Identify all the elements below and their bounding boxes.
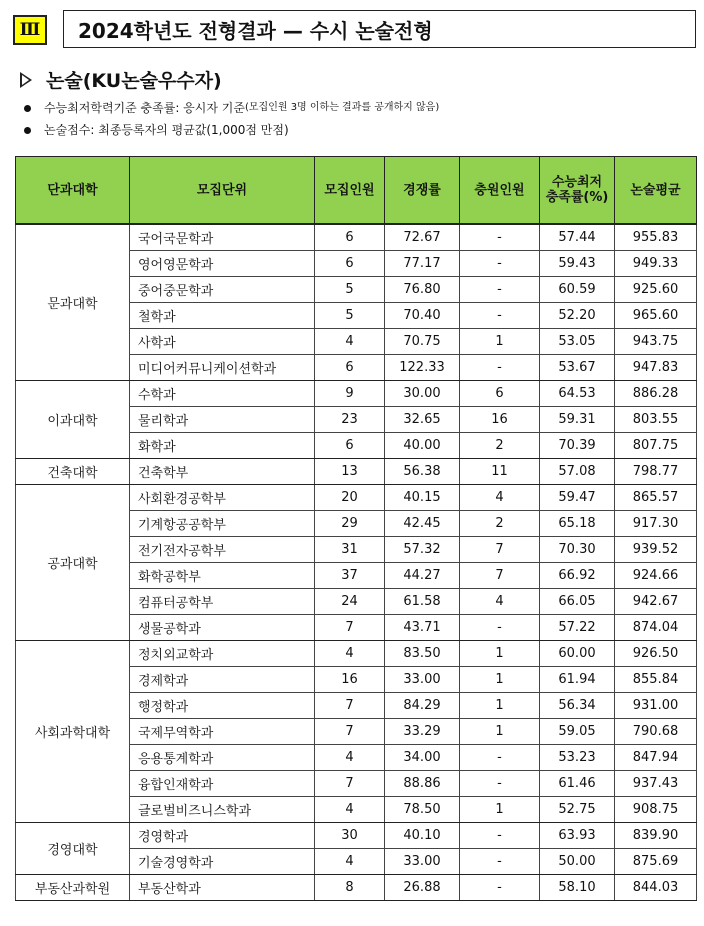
ratio-cell: 122.33 — [385, 355, 460, 381]
unit-cell: 건축학부 — [130, 459, 315, 485]
col-header-extra: 충원인원 — [460, 157, 540, 225]
min-rate-cell: 63.93 — [540, 823, 615, 849]
extra-cell: - — [460, 745, 540, 771]
essay-avg-cell: 925.60 — [615, 277, 697, 303]
ratio-cell: 34.00 — [385, 745, 460, 771]
quota-cell: 5 — [315, 303, 385, 329]
col-header-min-rate: 수능최저 충족률(%) — [540, 157, 615, 225]
bullet-dot-icon — [24, 127, 31, 134]
unit-cell: 국제무역학과 — [130, 719, 315, 745]
ratio-cell: 88.86 — [385, 771, 460, 797]
section-header — [13, 10, 696, 48]
min-rate-cell: 56.34 — [540, 693, 615, 719]
essay-avg-cell: 965.60 — [615, 303, 697, 329]
table-row — [16, 224, 697, 251]
unit-cell: 중어중문학과 — [130, 277, 315, 303]
college-cell: 건축대학 — [16, 459, 130, 485]
min-rate-cell: 70.39 — [540, 433, 615, 459]
ratio-cell: 30.00 — [385, 381, 460, 407]
essay-avg-cell: 865.57 — [615, 485, 697, 511]
bullet-dot-icon — [24, 105, 31, 112]
quota-cell: 13 — [315, 459, 385, 485]
min-rate-cell: 52.20 — [540, 303, 615, 329]
unit-cell: 경영학과 — [130, 823, 315, 849]
col-header-essay: 논술평균 — [615, 157, 697, 225]
ratio-cell: 56.38 — [385, 459, 460, 485]
unit-cell: 수학과 — [130, 381, 315, 407]
extra-cell: 1 — [460, 797, 540, 823]
quota-cell: 4 — [315, 849, 385, 875]
min-rate-cell: 60.00 — [540, 641, 615, 667]
table-row — [16, 459, 697, 485]
table-row — [16, 485, 697, 511]
unit-cell: 물리학과 — [130, 407, 315, 433]
unit-cell: 사회환경공학부 — [130, 485, 315, 511]
unit-cell: 행정학과 — [130, 693, 315, 719]
quota-cell: 7 — [315, 719, 385, 745]
col-header-quota: 모집인원 — [315, 157, 385, 225]
quota-cell: 29 — [315, 511, 385, 537]
essay-avg-cell: 939.52 — [615, 537, 697, 563]
min-rate-cell: 61.46 — [540, 771, 615, 797]
quota-cell: 8 — [315, 875, 385, 901]
quota-cell: 20 — [315, 485, 385, 511]
ratio-cell: 33.29 — [385, 719, 460, 745]
table-body — [16, 224, 697, 901]
essay-avg-cell: 807.75 — [615, 433, 697, 459]
quota-cell: 37 — [315, 563, 385, 589]
quota-cell: 7 — [315, 693, 385, 719]
extra-cell: 4 — [460, 589, 540, 615]
min-rate-cell: 60.59 — [540, 277, 615, 303]
table-row — [16, 875, 697, 901]
ratio-cell: 40.00 — [385, 433, 460, 459]
quota-cell: 30 — [315, 823, 385, 849]
essay-avg-cell: 886.28 — [615, 381, 697, 407]
table-row — [16, 823, 697, 849]
extra-cell: - — [460, 615, 540, 641]
ratio-cell: 76.80 — [385, 277, 460, 303]
ratio-cell: 40.10 — [385, 823, 460, 849]
extra-cell: 7 — [460, 563, 540, 589]
extra-cell: 1 — [460, 719, 540, 745]
essay-avg-cell: 855.84 — [615, 667, 697, 693]
notes-list — [24, 97, 439, 141]
unit-cell: 글로벌비즈니스학과 — [130, 797, 315, 823]
unit-cell: 사학과 — [130, 329, 315, 355]
unit-cell: 생물공학과 — [130, 615, 315, 641]
quota-cell: 4 — [315, 329, 385, 355]
unit-cell: 부동산학과 — [130, 875, 315, 901]
min-rate-cell: 53.23 — [540, 745, 615, 771]
extra-cell: - — [460, 771, 540, 797]
min-rate-cell: 66.92 — [540, 563, 615, 589]
quota-cell: 31 — [315, 537, 385, 563]
ratio-cell: 33.00 — [385, 667, 460, 693]
essay-avg-cell: 942.67 — [615, 589, 697, 615]
min-rate-cell: 70.30 — [540, 537, 615, 563]
extra-cell: - — [460, 849, 540, 875]
essay-avg-cell: 844.03 — [615, 875, 697, 901]
unit-cell: 기술경영학과 — [130, 849, 315, 875]
unit-cell: 정치외교학과 — [130, 641, 315, 667]
extra-cell: - — [460, 823, 540, 849]
extra-cell: 1 — [460, 693, 540, 719]
unit-cell: 전기전자공학부 — [130, 537, 315, 563]
min-rate-cell: 66.05 — [540, 589, 615, 615]
essay-avg-cell: 908.75 — [615, 797, 697, 823]
quota-cell: 6 — [315, 251, 385, 277]
ratio-cell: 33.00 — [385, 849, 460, 875]
unit-cell: 화학공학부 — [130, 563, 315, 589]
min-rate-cell: 50.00 — [540, 849, 615, 875]
min-rate-cell: 61.94 — [540, 667, 615, 693]
ratio-cell: 57.32 — [385, 537, 460, 563]
extra-cell: 11 — [460, 459, 540, 485]
unit-cell: 컴퓨터공학부 — [130, 589, 315, 615]
ratio-cell: 84.29 — [385, 693, 460, 719]
essay-avg-cell: 874.04 — [615, 615, 697, 641]
extra-cell: 6 — [460, 381, 540, 407]
college-cell: 이과대학 — [16, 381, 130, 459]
unit-cell: 국어국문학과 — [130, 224, 315, 251]
min-rate-cell: 59.47 — [540, 485, 615, 511]
min-rate-cell: 57.08 — [540, 459, 615, 485]
min-rate-cell: 65.18 — [540, 511, 615, 537]
extra-cell: - — [460, 277, 540, 303]
min-rate-cell: 53.67 — [540, 355, 615, 381]
extra-cell: - — [460, 224, 540, 251]
min-rate-cell: 64.53 — [540, 381, 615, 407]
note-text: 논술점수: 최종등록자의 평균값(1,000점 만점) — [44, 123, 289, 137]
extra-cell: 7 — [460, 537, 540, 563]
college-cell: 사회과학대학 — [16, 641, 130, 823]
quota-cell: 4 — [315, 797, 385, 823]
unit-cell: 융합인재학과 — [130, 771, 315, 797]
note-item — [24, 119, 439, 141]
essay-avg-cell: 949.33 — [615, 251, 697, 277]
ratio-cell: 72.67 — [385, 224, 460, 251]
unit-cell: 경제학과 — [130, 667, 315, 693]
quota-cell: 4 — [315, 641, 385, 667]
extra-cell: 4 — [460, 485, 540, 511]
note-item — [24, 97, 439, 119]
ratio-cell: 70.75 — [385, 329, 460, 355]
extra-cell: - — [460, 303, 540, 329]
min-rate-cell: 58.10 — [540, 875, 615, 901]
table-header-row — [16, 157, 697, 225]
results-table — [15, 156, 697, 901]
subsection-title: 논술(KU논술우수자) — [46, 70, 222, 92]
ratio-cell: 43.71 — [385, 615, 460, 641]
essay-avg-cell: 924.66 — [615, 563, 697, 589]
extra-cell: - — [460, 355, 540, 381]
extra-cell: 16 — [460, 407, 540, 433]
extra-cell: - — [460, 251, 540, 277]
unit-cell: 화학과 — [130, 433, 315, 459]
college-cell: 공과대학 — [16, 485, 130, 641]
min-rate-cell: 52.75 — [540, 797, 615, 823]
essay-avg-cell: 955.83 — [615, 224, 697, 251]
ratio-cell: 83.50 — [385, 641, 460, 667]
table-row — [16, 381, 697, 407]
ratio-cell: 77.17 — [385, 251, 460, 277]
ratio-cell: 78.50 — [385, 797, 460, 823]
col-header-ratio: 경쟁률 — [385, 157, 460, 225]
college-cell: 경영대학 — [16, 823, 130, 875]
quota-cell: 7 — [315, 771, 385, 797]
unit-cell: 영어영문학과 — [130, 251, 315, 277]
quota-cell: 5 — [315, 277, 385, 303]
ratio-cell: 40.15 — [385, 485, 460, 511]
note-text: 수능최저학력기준 충족률: 응시자 기준 — [44, 101, 245, 115]
subsection-heading — [20, 66, 222, 93]
extra-cell: - — [460, 875, 540, 901]
extra-cell: 1 — [460, 641, 540, 667]
essay-avg-cell: 839.90 — [615, 823, 697, 849]
unit-cell: 미디어커뮤니케이션학과 — [130, 355, 315, 381]
essay-avg-cell: 926.50 — [615, 641, 697, 667]
unit-cell: 철학과 — [130, 303, 315, 329]
extra-cell: 2 — [460, 511, 540, 537]
quota-cell: 6 — [315, 355, 385, 381]
min-rate-cell: 57.22 — [540, 615, 615, 641]
ratio-cell: 32.65 — [385, 407, 460, 433]
college-cell: 문과대학 — [16, 224, 130, 381]
essay-avg-cell: 847.94 — [615, 745, 697, 771]
quota-cell: 7 — [315, 615, 385, 641]
ratio-cell: 44.27 — [385, 563, 460, 589]
min-rate-cell: 59.05 — [540, 719, 615, 745]
col-header-unit: 모집단위 — [130, 157, 315, 225]
quota-cell: 23 — [315, 407, 385, 433]
essay-avg-cell: 917.30 — [615, 511, 697, 537]
col-header-college: 단과대학 — [16, 157, 130, 225]
extra-cell: 2 — [460, 433, 540, 459]
essay-avg-cell: 931.00 — [615, 693, 697, 719]
quota-cell: 24 — [315, 589, 385, 615]
quota-cell: 4 — [315, 745, 385, 771]
extra-cell: 1 — [460, 667, 540, 693]
table-row — [16, 641, 697, 667]
note-subtext: (모집인원 3명 이하는 결과를 공개하지 않음) — [244, 102, 440, 113]
quota-cell: 16 — [315, 667, 385, 693]
ratio-cell: 61.58 — [385, 589, 460, 615]
unit-cell: 기계항공공학부 — [130, 511, 315, 537]
essay-avg-cell: 875.69 — [615, 849, 697, 875]
essay-avg-cell: 790.68 — [615, 719, 697, 745]
min-rate-cell: 53.05 — [540, 329, 615, 355]
ratio-cell: 26.88 — [385, 875, 460, 901]
essay-avg-cell: 798.77 — [615, 459, 697, 485]
ratio-cell: 42.45 — [385, 511, 460, 537]
essay-avg-cell: 947.83 — [615, 355, 697, 381]
ratio-cell: 70.40 — [385, 303, 460, 329]
quota-cell: 9 — [315, 381, 385, 407]
quota-cell: 6 — [315, 433, 385, 459]
essay-avg-cell: 943.75 — [615, 329, 697, 355]
min-rate-cell: 59.43 — [540, 251, 615, 277]
essay-avg-cell: 803.55 — [615, 407, 697, 433]
quota-cell: 6 — [315, 224, 385, 251]
essay-avg-cell: 937.43 — [615, 771, 697, 797]
unit-cell: 응용통계학과 — [130, 745, 315, 771]
triangle-bullet-icon — [20, 72, 32, 88]
page-title: 2024학년도 전형결과 — 수시 논술전형 — [63, 10, 696, 48]
section-number-badge: Ⅲ — [13, 15, 47, 45]
min-rate-cell: 57.44 — [540, 224, 615, 251]
min-rate-cell: 59.31 — [540, 407, 615, 433]
college-cell: 부동산과학원 — [16, 875, 130, 901]
extra-cell: 1 — [460, 329, 540, 355]
